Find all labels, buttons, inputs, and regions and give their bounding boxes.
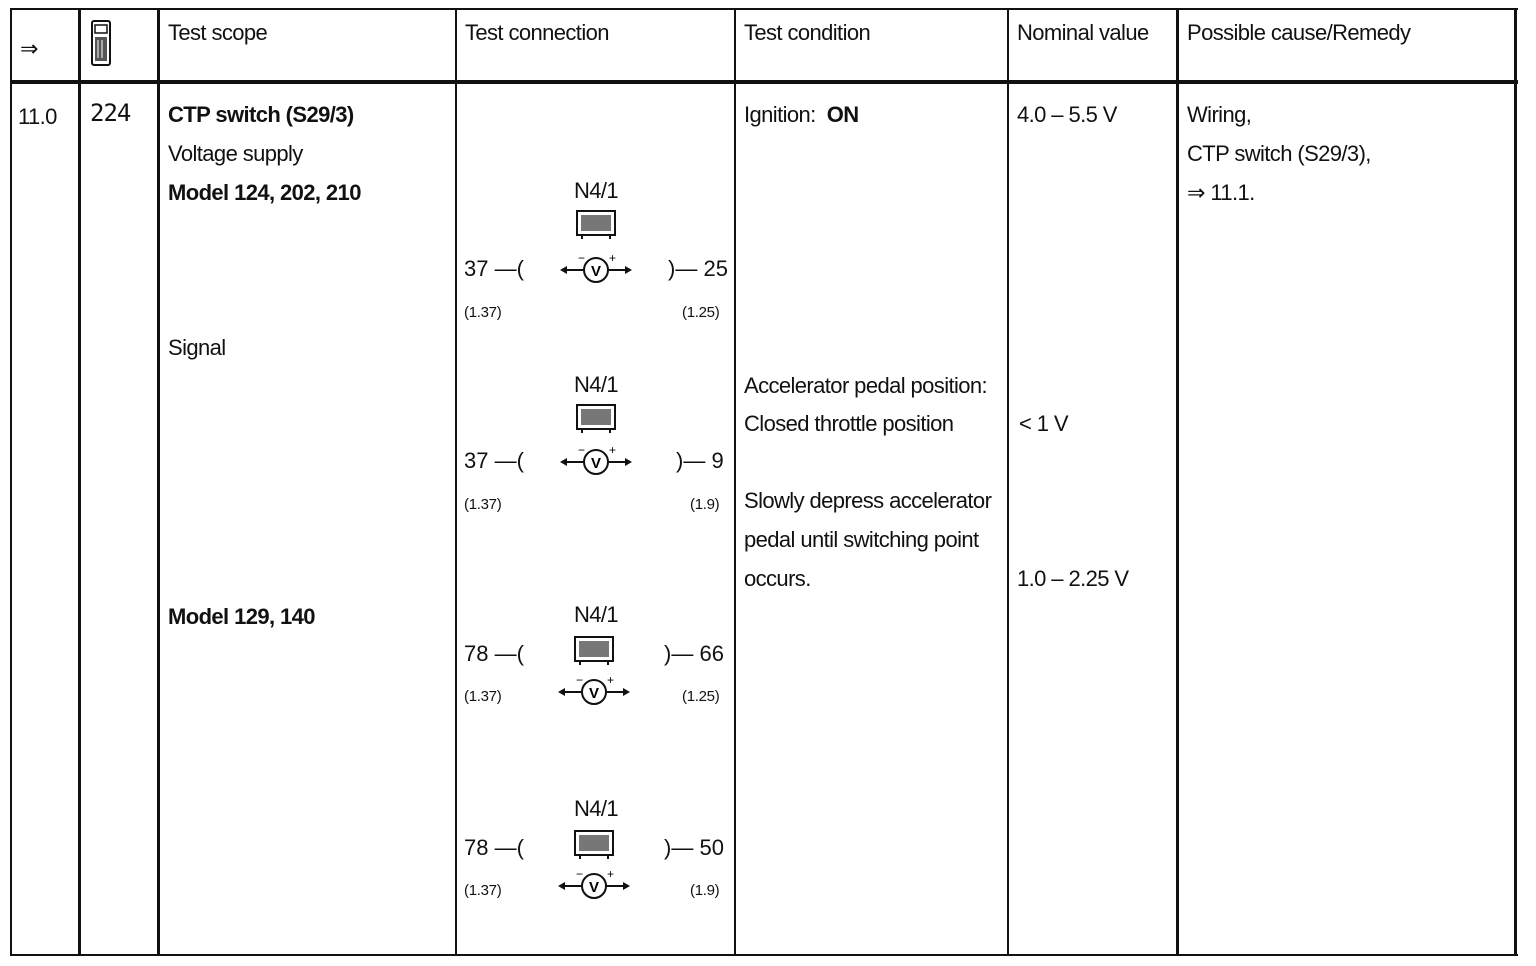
scope-model-b: Model 129, 140 — [168, 604, 315, 629]
control-module-icon — [574, 830, 614, 860]
right-pin-plug: )— 9 — [676, 448, 724, 473]
right-pin-ref: (1.9) — [690, 496, 720, 513]
remedy-line-3: ⇒ 11.1. — [1187, 180, 1255, 205]
control-module-icon — [576, 404, 616, 434]
svg-text:−: − — [576, 674, 584, 687]
table-left-border — [10, 8, 12, 956]
svg-text:−: − — [578, 252, 586, 265]
condition-depress-line-2: pedal until switching point — [744, 527, 979, 552]
header-nominal-value: Nominal value — [1017, 20, 1149, 45]
connection-module-label: N4/1 — [574, 178, 619, 203]
scope-title: CTP switch (S29/3) — [168, 102, 354, 127]
right-pin-ref: (1.25) — [682, 688, 720, 705]
connection-module-label: N4/1 — [574, 602, 619, 627]
col-divider-3 — [455, 8, 457, 956]
scope-model-a: Model 124, 202, 210 — [168, 180, 361, 205]
left-pin-plug: 37 —( — [464, 448, 524, 473]
col-divider-4 — [734, 8, 736, 956]
header-test-scope: Test scope — [168, 20, 268, 45]
remedy-line-2: CTP switch (S29/3), — [1187, 141, 1371, 166]
left-pin-plug: 78 —( — [464, 835, 524, 860]
nominal-switching: 1.0 – 2.25 V — [1017, 566, 1129, 591]
header-test-connection: Test connection — [465, 20, 609, 45]
table-right-border — [1514, 8, 1517, 956]
left-pin-plug: 78 —( — [464, 641, 524, 666]
right-pin-number: 9 — [711, 448, 724, 473]
right-pin-plug: )— 25 — [668, 256, 728, 281]
header-test-condition: Test condition — [744, 20, 871, 45]
table-top-border — [10, 8, 1518, 10]
svg-text:+: + — [607, 868, 615, 881]
right-pin-number: 66 — [699, 641, 724, 666]
left-pin-number: 78 — [464, 835, 489, 860]
nominal-supply: 4.0 – 5.5 V — [1017, 102, 1117, 127]
svg-text:+: + — [607, 674, 615, 687]
header-divider — [10, 80, 1518, 84]
test-code: 224 — [90, 99, 131, 127]
svg-text:V: V — [588, 879, 600, 896]
voltmeter-icon — [556, 674, 632, 708]
right-pin-ref: (1.25) — [682, 304, 720, 321]
col-divider-5 — [1007, 8, 1009, 956]
col-divider-2 — [157, 8, 160, 956]
left-pin-ref: (1.37) — [464, 882, 502, 899]
left-pin-ref: (1.37) — [464, 496, 502, 513]
col-divider-6 — [1176, 8, 1179, 956]
svg-text:−: − — [576, 868, 584, 881]
svg-text:V: V — [590, 263, 602, 280]
col-divider-1 — [78, 8, 81, 956]
right-pin-ref: (1.9) — [690, 882, 720, 899]
condition-depress-line-3: occurs. — [744, 566, 811, 591]
connection-module-label: N4/1 — [574, 372, 619, 397]
voltmeter-icon — [558, 444, 634, 478]
voltmeter-icon — [558, 252, 634, 286]
left-pin-number: 37 — [464, 448, 489, 473]
left-pin-ref: (1.37) — [464, 304, 502, 321]
condition-pedal-line-1: Accelerator pedal position: — [744, 373, 988, 398]
condition-depress-line-1: Slowly depress accelerator — [744, 488, 992, 513]
left-pin-plug: 37 —( — [464, 256, 524, 281]
connection-module-label: N4/1 — [574, 796, 619, 821]
header-possible-cause: Possible cause/Remedy — [1187, 20, 1411, 45]
nominal-closed: < 1 V — [1019, 411, 1068, 436]
svg-text:+: + — [609, 252, 617, 265]
scope-voltage-supply: Voltage supply — [168, 141, 303, 166]
left-pin-number: 37 — [464, 256, 489, 281]
condition-pedal-line-2: Closed throttle position — [744, 411, 954, 436]
svg-text:−: − — [578, 444, 586, 457]
tester-icon — [90, 20, 114, 66]
control-module-icon — [576, 210, 616, 240]
right-pin-plug: )— 50 — [664, 835, 724, 860]
scope-signal: Signal — [168, 335, 226, 360]
svg-text:V: V — [590, 455, 602, 472]
ignition-value: ON — [826, 102, 859, 127]
left-pin-number: 78 — [464, 641, 489, 666]
voltmeter-icon — [556, 868, 632, 902]
right-pin-plug: )— 66 — [664, 641, 724, 666]
control-module-icon — [574, 636, 614, 666]
step-number: 11.0 — [18, 104, 57, 129]
right-pin-number: 25 — [703, 256, 728, 281]
remedy-line-1: Wiring, — [1187, 102, 1252, 127]
svg-text:V: V — [588, 685, 600, 702]
condition-ignition — [744, 102, 859, 128]
svg-text:+: + — [609, 444, 617, 457]
left-pin-ref: (1.37) — [464, 688, 502, 705]
ignition-label: Ignition: — [744, 102, 816, 127]
table-bottom-border — [10, 954, 1518, 956]
header-arrow: ⇒ — [20, 36, 38, 61]
right-pin-number: 50 — [699, 835, 724, 860]
